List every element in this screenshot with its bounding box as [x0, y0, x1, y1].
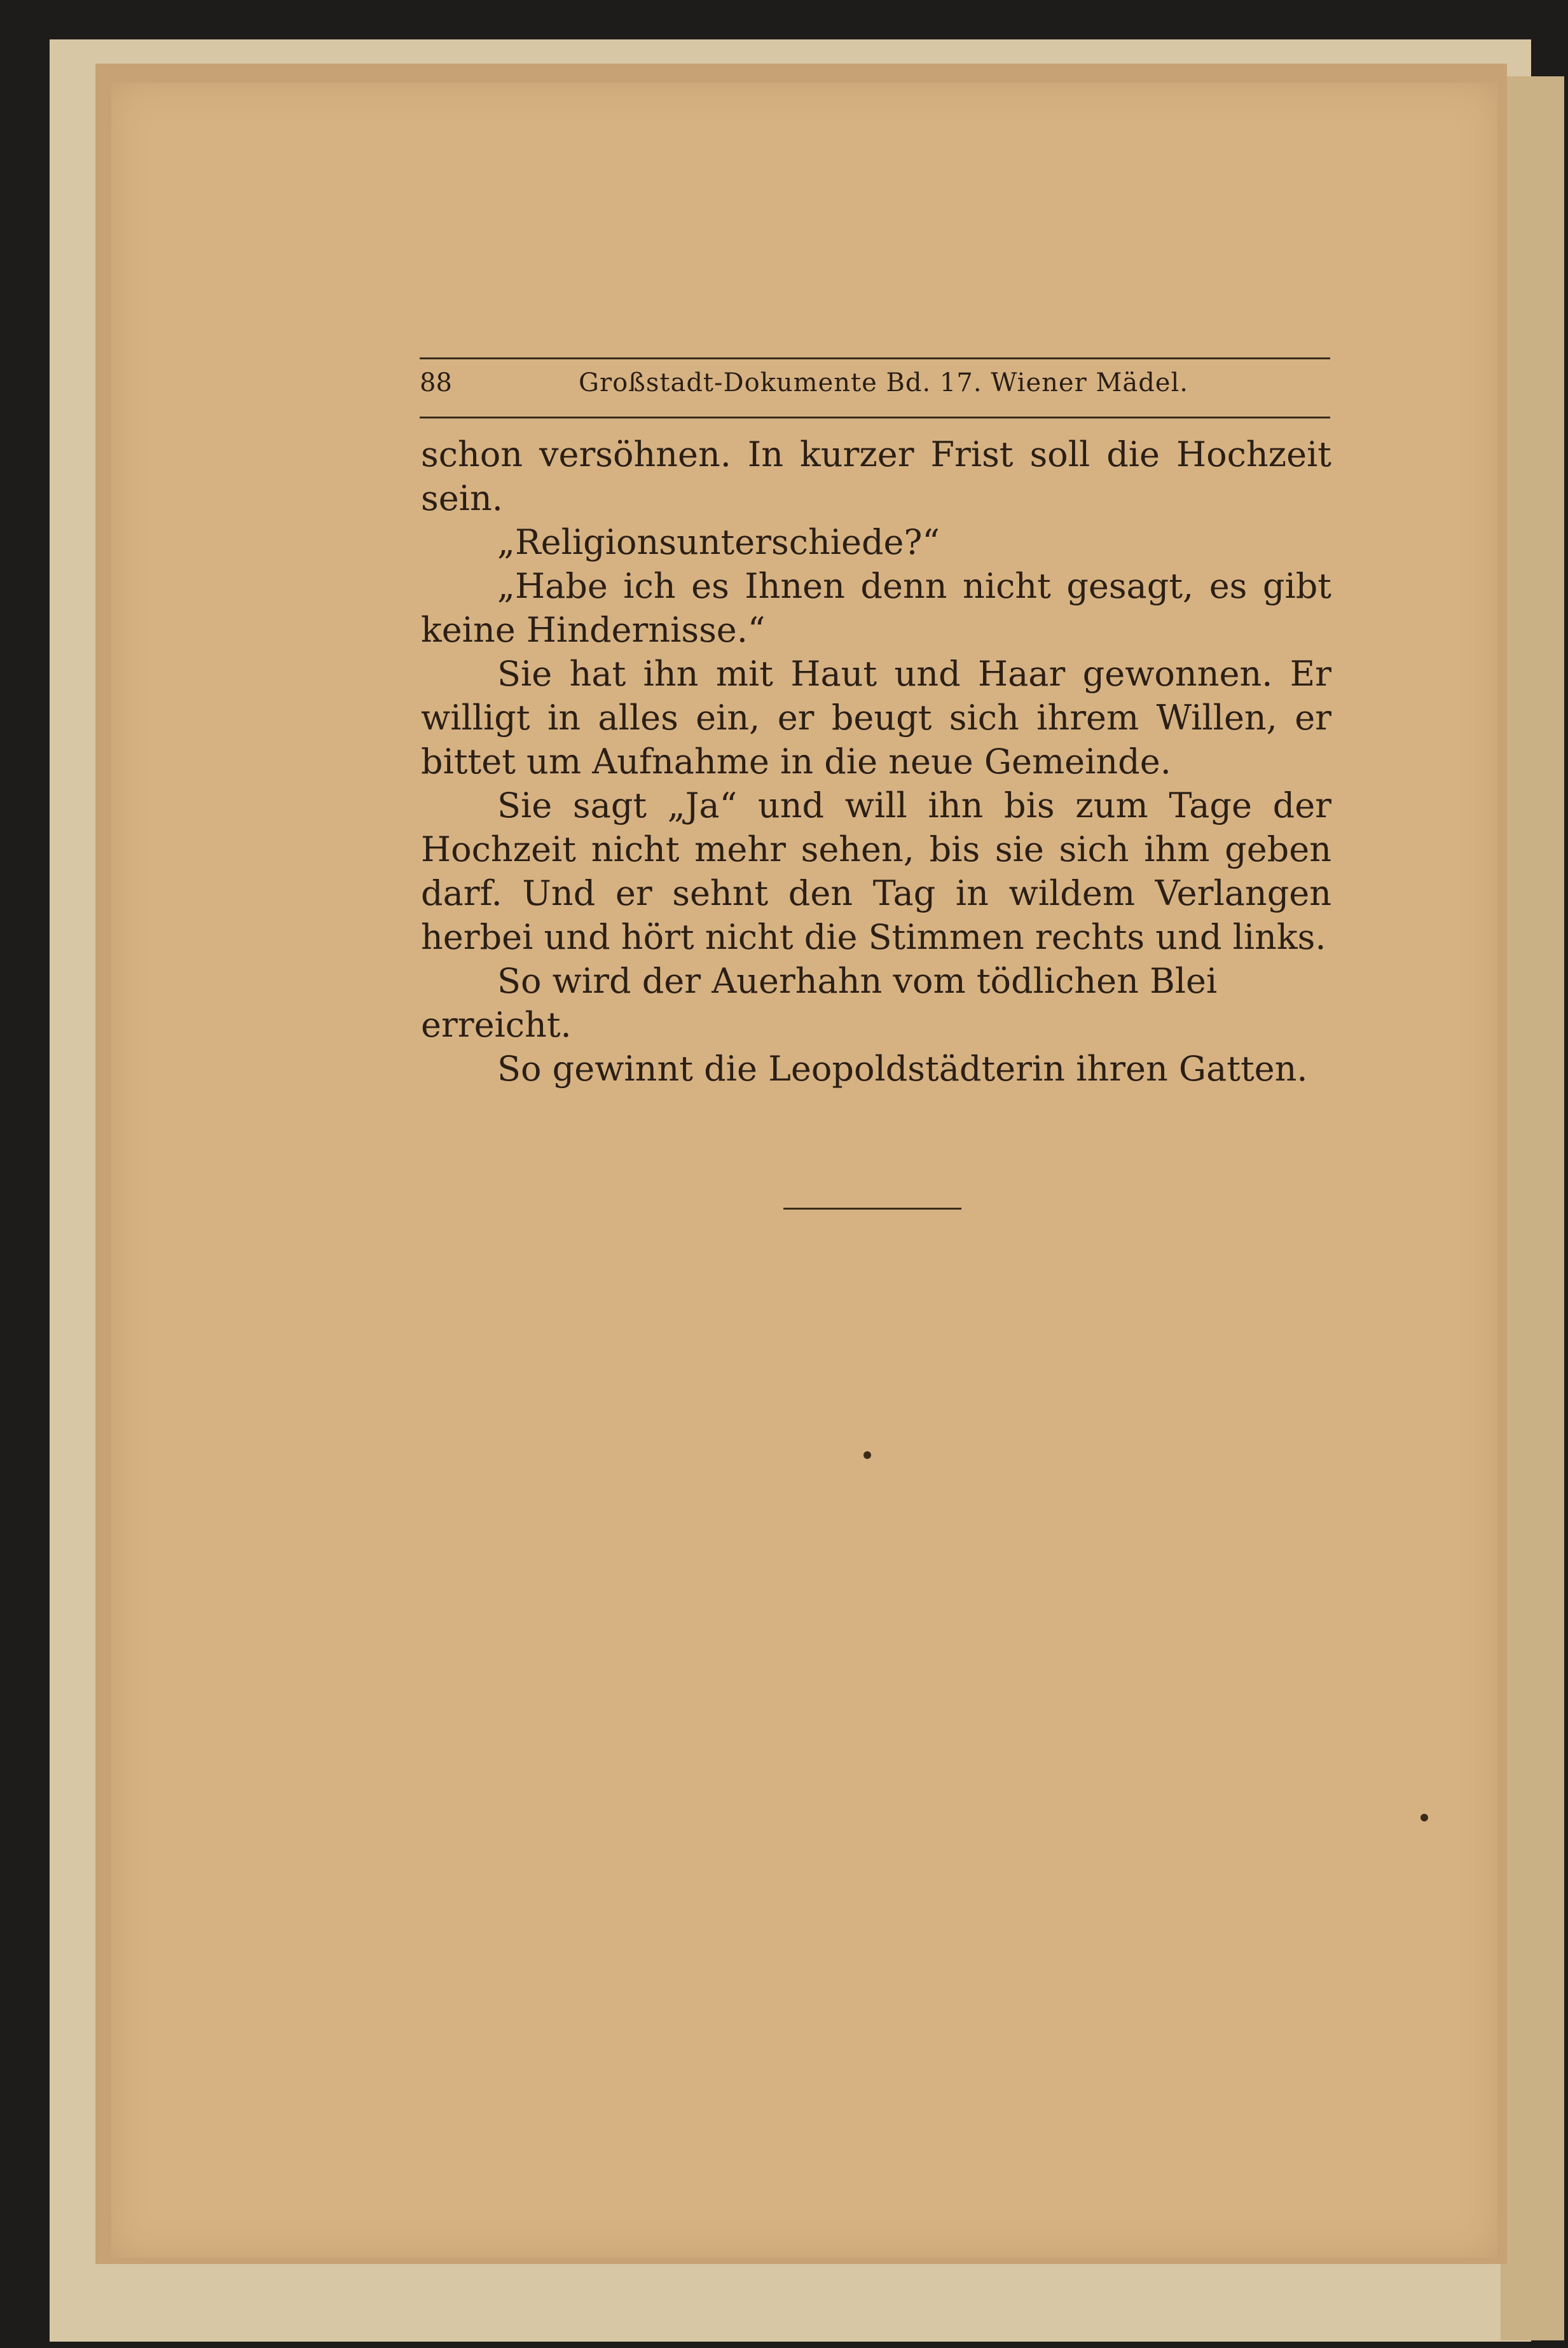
paragraph: Sie hat ihn mit Haut und Haar gewonnen. Er willigt in alles ein, er beugt sich ihrem Willen, er bittet um Aufnahme in die neue Gemeinde. — [421, 654, 1331, 782]
paper-speck — [863, 1451, 871, 1459]
paragraph: So gewinnt die Leopoldstädterin ihren Gatten. — [497, 1049, 1308, 1089]
running-header — [420, 357, 1330, 418]
running-title: Großstadt-Dokumente Bd. 17. Wiener Mädel. — [579, 368, 1188, 397]
paragraph: „Religionsunterschiede?“ — [497, 522, 940, 562]
paper-speck — [1420, 1814, 1428, 1821]
paragraph: Sie sagt „Ja“ und will ihn bis zum Tage der Hochzeit nicht mehr sehen, bis sie sich ihm geben darf. Und er sehnt den Tag in wildem Verlangen herbei und hört nicht die Stimmen rechts und links. — [421, 785, 1331, 957]
page-body-text — [421, 432, 1331, 1091]
page-number: 88 — [420, 368, 452, 397]
paragraph: So wird der Auerhahn vom tödlichen Blei erreicht. — [421, 961, 1218, 1045]
section-end-rule — [783, 1208, 961, 1210]
paragraph: „Habe ich es Ihnen denn nicht gesagt, es gibt keine Hindernisse.“ — [421, 566, 1331, 650]
paragraph: schon versöhnen. In kurzer Frist soll die Hochzeit sein. — [421, 434, 1331, 518]
book-cover-right-edge — [1501, 76, 1564, 2340]
